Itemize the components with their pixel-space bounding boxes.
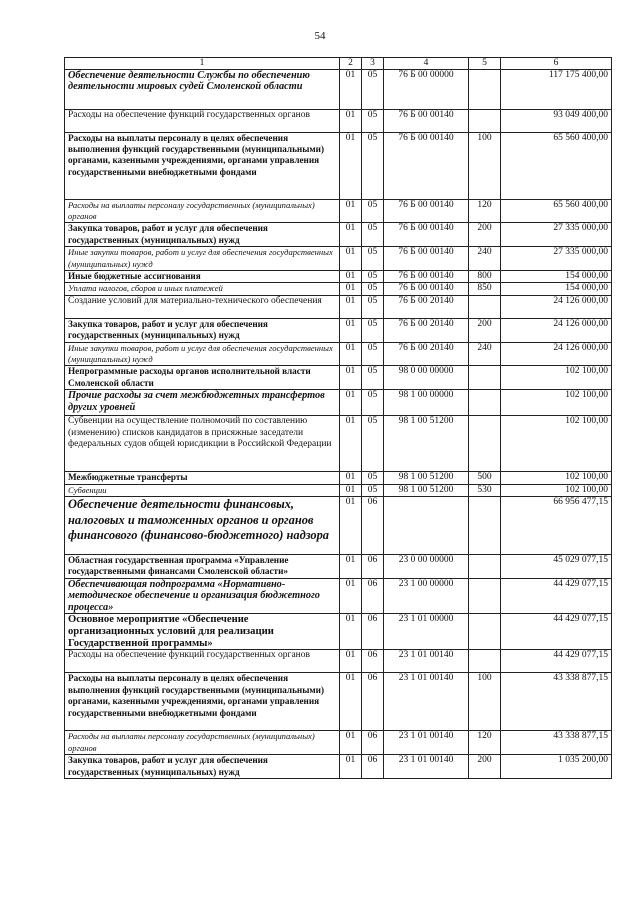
row-c5-cell: 120	[469, 731, 501, 755]
row-c5-cell	[469, 555, 501, 579]
row-c2-cell: 01	[340, 755, 362, 779]
row-c4-cell: 23 0 00 00000	[384, 555, 469, 579]
table-row	[65, 132, 612, 199]
row-c5-cell	[469, 650, 501, 673]
row-c2-cell: 01	[340, 497, 362, 555]
row-c5-cell: 200	[469, 755, 501, 779]
row-c6-cell: 102 100,00	[501, 416, 612, 472]
row-c6-cell: 102 100,00	[501, 484, 612, 496]
row-name-cell: Расходы на выплаты персоналу государственных (муниципальных) органов	[65, 199, 340, 223]
table-row	[65, 342, 612, 366]
row-c2-cell: 01	[340, 247, 362, 271]
table-row	[65, 366, 612, 390]
row-c2-cell: 01	[340, 578, 362, 613]
row-c6-cell: 43 338 877,15	[501, 673, 612, 731]
row-c4-cell: 76 Б 00 20140	[384, 318, 469, 342]
row-c2-cell: 01	[340, 223, 362, 247]
row-c4-cell: 76 Б 00 00140	[384, 223, 469, 247]
row-c3-cell: 05	[362, 69, 384, 109]
row-name-cell: Иные закупки товаров, работ и услуг для обеспечения государственных (муниципальных) нужд	[65, 342, 340, 366]
table-row	[65, 295, 612, 318]
row-name-cell: Иные бюджетные ассигнования	[65, 270, 340, 282]
row-c6-cell: 154 000,00	[501, 283, 612, 295]
row-c2-cell: 01	[340, 132, 362, 199]
table-row	[65, 109, 612, 132]
row-c3-cell: 05	[362, 283, 384, 295]
row-name-cell: Расходы на выплаты персоналу в целях обеспечения выполнения функций государственными (муниципальными) органами, казенными учреждениями, органами управления государственными внебюджетными фондами	[65, 673, 340, 731]
table-row	[65, 497, 612, 555]
table-row	[65, 731, 612, 755]
row-c2-cell: 01	[340, 366, 362, 390]
row-c2-cell: 01	[340, 484, 362, 496]
row-c2-cell: 01	[340, 342, 362, 366]
row-c5-cell: 200	[469, 318, 501, 342]
row-c5-cell: 240	[469, 342, 501, 366]
row-name-cell: Расходы на выплаты персоналу в целях обеспечения выполнения функций государственными (муниципальными) органами, казенными учреждениями, органами управления государственными внебюджетными фондами	[65, 132, 340, 199]
row-c3-cell: 05	[362, 390, 384, 416]
row-c5-cell: 500	[469, 472, 501, 484]
row-c6-cell: 27 335 000,00	[501, 247, 612, 271]
column-header: 6	[501, 58, 612, 70]
row-name-cell: Расходы на выплаты персоналу государственных (муниципальных) органов	[65, 731, 340, 755]
row-c3-cell: 05	[362, 270, 384, 282]
row-c6-cell: 44 429 077,15	[501, 650, 612, 673]
row-name-cell: Непрограммные расходы органов исполнительной власти Смоленской области	[65, 366, 340, 390]
budget-table	[64, 57, 612, 779]
row-c6-cell: 44 429 077,15	[501, 578, 612, 613]
row-c5-cell	[469, 390, 501, 416]
row-name-cell: Основное мероприятие «Обеспечение организационных условий для реализации Государственной программы»	[65, 614, 340, 650]
row-name-cell: Закупка товаров, работ и услуг для обеспечения государственных (муниципальных) нужд	[65, 755, 340, 779]
table-row	[65, 578, 612, 613]
row-name-cell: Расходы на обеспечение функций государственных органов	[65, 109, 340, 132]
row-c2-cell: 01	[340, 673, 362, 731]
row-name-cell: Иные закупки товаров, работ и услуг для обеспечения государственных (муниципальных) нужд	[65, 247, 340, 271]
row-c6-cell: 43 338 877,15	[501, 731, 612, 755]
row-c6-cell: 24 126 000,00	[501, 342, 612, 366]
row-c3-cell: 06	[362, 614, 384, 650]
row-c4-cell: 76 Б 00 00140	[384, 283, 469, 295]
row-c3-cell: 06	[362, 673, 384, 731]
row-c4-cell: 98 1 00 51200	[384, 484, 469, 496]
table-row	[65, 270, 612, 282]
row-c6-cell: 65 560 400,00	[501, 132, 612, 199]
table-row	[65, 755, 612, 779]
row-c3-cell: 06	[362, 755, 384, 779]
row-c6-cell: 27 335 000,00	[501, 223, 612, 247]
row-c3-cell: 05	[362, 318, 384, 342]
row-c4-cell: 76 Б 00 00140	[384, 247, 469, 271]
row-name-cell: Закупка товаров, работ и услуг для обеспечения государственных (муниципальных) нужд	[65, 318, 340, 342]
column-header: 2	[340, 58, 362, 70]
row-c5-cell: 100	[469, 132, 501, 199]
row-c4-cell: 23 1 01 00140	[384, 731, 469, 755]
row-c5-cell	[469, 416, 501, 472]
row-c4-cell: 76 Б 00 20140	[384, 342, 469, 366]
table-row	[65, 416, 612, 472]
row-name-cell: Межбюджетные трансферты	[65, 472, 340, 484]
row-c4-cell: 23 1 01 00140	[384, 650, 469, 673]
row-c4-cell: 98 1 00 51200	[384, 416, 469, 472]
row-name-cell: Закупка товаров, работ и услуг для обеспечения государственных (муниципальных) нужд	[65, 223, 340, 247]
row-c2-cell: 01	[340, 295, 362, 318]
row-c5-cell: 850	[469, 283, 501, 295]
row-c6-cell: 44 429 077,15	[501, 614, 612, 650]
row-c4-cell: 76 Б 00 00140	[384, 132, 469, 199]
row-name-cell: Прочие расходы за счет межбюджетных трансфертов других уровней	[65, 390, 340, 416]
row-name-cell: Субвенции	[65, 484, 340, 496]
row-c2-cell: 01	[340, 270, 362, 282]
row-c5-cell	[469, 497, 501, 555]
row-name-cell: Обеспечение деятельности финансовых, налоговых и таможенных органов и органов финансового (финансово-бюджетного) надзора	[65, 497, 340, 555]
row-c4-cell: 98 1 00 00000	[384, 390, 469, 416]
row-c6-cell: 65 560 400,00	[501, 199, 612, 223]
row-c3-cell: 05	[362, 132, 384, 199]
row-c3-cell: 05	[362, 484, 384, 496]
row-c2-cell: 01	[340, 318, 362, 342]
row-c6-cell: 24 126 000,00	[501, 318, 612, 342]
row-c4-cell: 76 Б 00 00140	[384, 270, 469, 282]
row-c6-cell: 93 049 400,00	[501, 109, 612, 132]
row-c3-cell: 05	[362, 223, 384, 247]
row-c6-cell: 117 175 400,00	[501, 69, 612, 109]
row-c5-cell	[469, 295, 501, 318]
row-c5-cell: 530	[469, 484, 501, 496]
row-c3-cell: 06	[362, 555, 384, 579]
table-row	[65, 673, 612, 731]
row-c3-cell: 06	[362, 578, 384, 613]
column-header: 5	[469, 58, 501, 70]
table-row	[65, 247, 612, 271]
row-name-cell: Создание условий для материально-технического обеспечения	[65, 295, 340, 318]
row-c3-cell: 05	[362, 342, 384, 366]
table-header-row	[65, 58, 612, 70]
table-row	[65, 555, 612, 579]
row-c4-cell: 23 1 01 00000	[384, 614, 469, 650]
row-c5-cell	[469, 578, 501, 613]
table-row	[65, 223, 612, 247]
row-c6-cell: 66 956 477,15	[501, 497, 612, 555]
row-name-cell: Расходы на обеспечение функций государственных органов	[65, 650, 340, 673]
row-c3-cell: 06	[362, 731, 384, 755]
row-c4-cell: 76 Б 00 00140	[384, 199, 469, 223]
row-c4-cell: 23 1 01 00140	[384, 673, 469, 731]
table-row	[65, 283, 612, 295]
table-row	[65, 650, 612, 673]
row-c2-cell: 01	[340, 650, 362, 673]
row-c4-cell	[384, 497, 469, 555]
row-c4-cell: 98 0 00 00000	[384, 366, 469, 390]
row-c6-cell: 1 035 200,00	[501, 755, 612, 779]
row-c3-cell: 05	[362, 247, 384, 271]
row-c5-cell	[469, 109, 501, 132]
row-c3-cell: 05	[362, 472, 384, 484]
table-row	[65, 390, 612, 416]
row-c2-cell: 01	[340, 555, 362, 579]
row-c4-cell: 76 Б 00 00000	[384, 69, 469, 109]
row-c3-cell: 05	[362, 295, 384, 318]
row-c4-cell: 23 1 01 00140	[384, 755, 469, 779]
row-c3-cell: 06	[362, 650, 384, 673]
row-c6-cell: 102 100,00	[501, 390, 612, 416]
row-c3-cell: 06	[362, 497, 384, 555]
column-header: 3	[362, 58, 384, 70]
row-name-cell: Субвенции на осуществление полномочий по составлению (изменению) списков кандидатов в присяжные заседатели федеральных судов общей юрисдикции в Российской Федерации	[65, 416, 340, 472]
row-c5-cell	[469, 614, 501, 650]
row-c3-cell: 05	[362, 366, 384, 390]
row-c2-cell: 01	[340, 416, 362, 472]
row-c4-cell: 76 Б 00 00140	[384, 109, 469, 132]
row-c3-cell: 05	[362, 416, 384, 472]
row-c5-cell: 240	[469, 247, 501, 271]
table-row	[65, 69, 612, 109]
row-c3-cell: 05	[362, 199, 384, 223]
column-header: 4	[384, 58, 469, 70]
page-number: 54	[314, 30, 326, 42]
row-c6-cell: 24 126 000,00	[501, 295, 612, 318]
row-c5-cell: 100	[469, 673, 501, 731]
row-name-cell: Областная государственная программа «Управление государственными финансами Смоленской области»	[65, 555, 340, 579]
column-header: 1	[65, 58, 340, 70]
row-name-cell: Обеспечение деятельности Службы по обеспечению деятельности мировых судей Смоленской области	[65, 69, 340, 109]
row-c2-cell: 01	[340, 614, 362, 650]
table-row	[65, 484, 612, 496]
row-c4-cell: 76 Б 00 20140	[384, 295, 469, 318]
row-name-cell: Обеспечивающая подпрограмма «Нормативно-методическое обеспечение и организация бюджетного процесса»	[65, 578, 340, 613]
row-c5-cell	[469, 366, 501, 390]
row-c2-cell: 01	[340, 731, 362, 755]
row-c6-cell: 45 029 077,15	[501, 555, 612, 579]
row-c3-cell: 05	[362, 109, 384, 132]
table-row	[65, 472, 612, 484]
row-c4-cell: 23 1 00 00000	[384, 578, 469, 613]
row-c6-cell: 102 100,00	[501, 366, 612, 390]
table-row	[65, 614, 612, 650]
row-c5-cell: 200	[469, 223, 501, 247]
table-row	[65, 199, 612, 223]
row-c6-cell: 102 100,00	[501, 472, 612, 484]
row-c2-cell: 01	[340, 390, 362, 416]
row-name-cell: Уплата налогов, сборов и иных платежей	[65, 283, 340, 295]
row-c2-cell: 01	[340, 283, 362, 295]
row-c2-cell: 01	[340, 69, 362, 109]
row-c4-cell: 98 1 00 51200	[384, 472, 469, 484]
row-c5-cell: 800	[469, 270, 501, 282]
row-c6-cell: 154 000,00	[501, 270, 612, 282]
row-c5-cell	[469, 69, 501, 109]
row-c2-cell: 01	[340, 472, 362, 484]
row-c5-cell: 120	[469, 199, 501, 223]
row-c2-cell: 01	[340, 109, 362, 132]
row-c2-cell: 01	[340, 199, 362, 223]
table-row	[65, 318, 612, 342]
